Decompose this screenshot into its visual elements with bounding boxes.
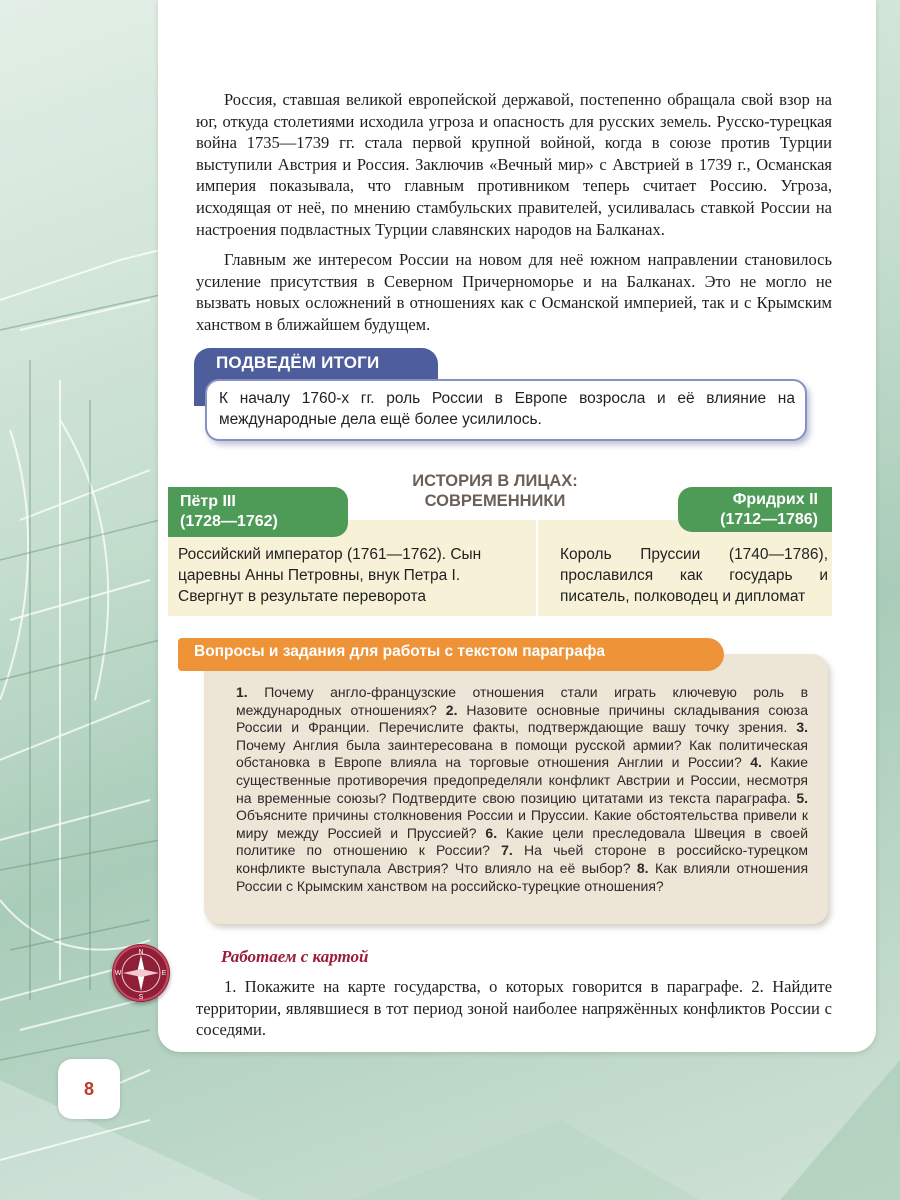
question-text: Какие цели преследовала Швеция в своей политике по отношению к России? [236, 824, 809, 859]
question-number: 3. [796, 719, 809, 736]
compass-s: S [138, 994, 144, 1001]
summary-box [205, 379, 807, 441]
map-task-number: 2. [751, 977, 764, 996]
question-number: 1. [236, 684, 248, 700]
left-person-description: Российский император (1761—1762). Сын царевны Анны Петровны, внук Петра I. Свергнут в результате переворота [178, 546, 482, 605]
question-text: Назовите основные причины складывания союза России и Франции. Перечислите факты, подтверждающие вашу точку зрения. [236, 701, 809, 736]
right-person-name: Фридрих II [732, 491, 818, 508]
map-task-text [196, 976, 832, 1041]
right-person-tab [678, 487, 832, 532]
map-task-heading: Работаем с картой [221, 947, 369, 966]
map-task-item: Покажите на карте государства, о которых говорится в параграфе. [244, 977, 743, 996]
left-person-name: Пётр III [180, 493, 236, 510]
question-number: 6. [485, 824, 498, 841]
question-number: 7. [501, 842, 513, 859]
right-person-years: (1712—1786) [720, 511, 818, 528]
question-text: Какие существенные противоречия предопределяли конфликт Австрии и России, несмотря на временные союзы? Подтвердите свою позицию цитатами из текста параграфа. [236, 754, 809, 806]
portraits-title-line1: ИСТОРИЯ В ЛИЦАХ: [412, 472, 578, 490]
compass-e: E [161, 970, 167, 977]
right-person-description-box [538, 520, 832, 616]
questions-tab [178, 638, 724, 671]
map-task-number: 1. [224, 977, 237, 996]
question-number: 8. [636, 859, 649, 876]
portraits-title [340, 471, 650, 511]
page-number-text: 8 [83, 1079, 94, 1099]
question-number: 4. [750, 754, 762, 771]
question-text: Объясните причины столкновения России и Пруссии. Какие обстоятельства привели к миру между Россией и Пруссией? [236, 807, 808, 841]
paragraph-1: Россия, ставшая великой европейской державой, постепенно обращала свой взор на юг, откуда столетиями исходила угроза и опасность для русских земель. Русско-турецкая война 1735—1739 гг. стала первой крупной войной, когда в союзе против Турции выступили Австрия и Россия. Заключив «Вечный мир» с Австрией в 1739 г., Османская империя показывала, что главным противником теперь считает Россию. Угроза, исходящая от неё, по мнению стамбульских правителей, усиливалась ставкой России на настроения подвластных Турции славянских народов на Балканах. [196, 90, 832, 239]
summary-text: К началу 1760-х гг. роль России в Европе возросла и её влияние на международные дела ещё более усилилось. [219, 390, 795, 428]
question-number: 2. [445, 701, 458, 718]
right-person-description: Король Пруссии (1740—1786), прославился как государь и писатель, полководец и дипломат [560, 546, 828, 605]
questions-heading: Вопросы и задания для работы с текстом параграфа [194, 643, 606, 660]
question-text: Почему Англия была заинтересована в помощи русской армии? Как политическая обстановка в Европе влияла на торговые отношения Англии и России? [236, 736, 808, 771]
question-number: 5. [796, 789, 808, 806]
questions-list [236, 684, 808, 895]
summary-heading: ПОДВЕДЁМ ИТОГИ [216, 353, 380, 372]
compass-n: N [138, 949, 144, 956]
question-text: На чьей стороне в российско-турецком конфликте выступала Австрия? Что влияло на её выбор? [236, 842, 809, 876]
portraits-title-line2: СОВРЕМЕННИКИ [424, 492, 566, 510]
compass-icon [112, 944, 170, 1002]
paragraph-2: Главным же интересом России на новом для неё южном направлении становилось усиление присутствия в Северном Причерноморье и на Балканах. Это не могло не вызвать новых осложнений в отношениях как с Османской империей, так и с Крымским ханством в ближайшем будущем. [196, 250, 832, 334]
map-task-item: Найдите территории, являвшиеся в тот период зоной наиболее напряжённых конфликтов России с соседями. [196, 977, 833, 1040]
page-number [58, 1059, 120, 1119]
left-person-tab [168, 487, 348, 537]
left-person-years: (1728—1762) [180, 513, 278, 530]
question-text: Как влияли отношения России с Крымским ханством на российско-турецкие отношения? [236, 859, 809, 894]
question-text: Почему англо-французские отношения стали играть ключевую роль в международных отношениях? [236, 684, 808, 718]
compass-w: W [114, 970, 122, 977]
